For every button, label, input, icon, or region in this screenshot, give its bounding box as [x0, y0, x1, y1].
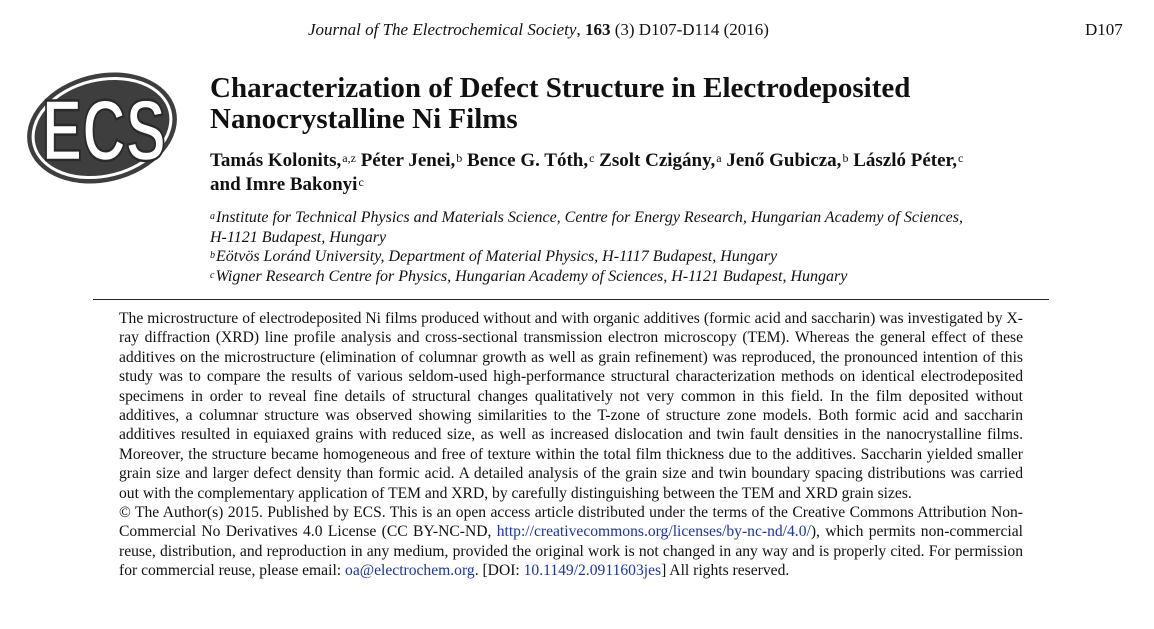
affiliations [210, 208, 1090, 286]
license-url-link[interactable]: http://creativecommons.org/licenses/by-nc-nd/4.0/ [496, 523, 811, 541]
journal-name: Journal of The Electrochemical Society [308, 20, 577, 39]
license-statement: © The Author(s) 2015. Published by ECS. This is an open access article distributed under the terms of the Creative Commons Attribution Non-Commercial No Derivatives 4.0 License (CC BY-NC-ND, http://creativecommons.org/licenses/by-nc-nd/4.0/), which permits non-commercial reuse, distribution, and reproduction in any medium, provided the original work is not changed in any way and is properly cited. For permission for commercial reuse, please email: oa@electrochem.org. [DOI: 10.1149/2.0911603jes] All rights reserved. [119, 504, 1023, 580]
author: Tamás Kolonits,$^{a,z}$ [210, 150, 356, 171]
page-number: D107 [1085, 20, 1123, 39]
journal-volume: 163 [584, 20, 611, 39]
email-link[interactable]: oa@electrochem.org [345, 562, 475, 580]
abstract-body: The microstructure of electrodeposited Ni films produced without and with organic additives (formic acid and saccharin) was investigated by X-ray diffraction (XRD) line profile analysis and cross-sectional transmission electron microscopy (TEM). Whereas the general effect of these additives on the microstructure (elimination of columnar growth as well as grain refinement) was reproduced, the pronounced intention of this study was to compare the results of various seldom-used high-performance structural characterization methods on identical electrodeposited specimens in order to reveal fine details of structural changes qualitatively not very common in this field. In the film deposited without additives, a columnar structure was observed showing similarities to the T-zone of structure zone models. Both formic acid and saccharin additives resulted in equiaxed grains with reduced size, as well as increased dislocation and twin fault densities in the nanocrystalline films. Moreover, the structure became homogeneous and free of texture within the total film thickness due to the additives. Saccharin yielded smaller grain size and larger defect density than formic acid. A detailed analysis of the grain size and twin boundary spacing distributions was carried out with the complementary application of TEM and XRD, by carefully distinguishing between the TEM and XRD grain sizes. [119, 310, 1023, 502]
author: Jenő Gubicza,$^b$ [726, 150, 849, 171]
ecs-logo-text: ECS [42, 83, 166, 179]
ecs-logo [22, 68, 186, 188]
running-head [308, 19, 769, 41]
author-list [210, 149, 1110, 197]
article-title: Characterization of Defect Structure in Electrodeposited Nanocrystalline Ni Films [210, 72, 911, 135]
doi-link[interactable]: 10.1149/2.0911603jes [523, 562, 662, 580]
author: and Imre Bakonyi$^c$ [210, 174, 364, 195]
abstract [119, 309, 1023, 581]
affiliation-b: $^b$Eötvös Loránd University, Department of Material Physics, H-1117 Budapest, Hungary [210, 248, 778, 266]
journal-issue-pages: (3) D107-D114 (2016) [610, 20, 769, 39]
author: Bence G. Tóth,$^c$ [467, 150, 595, 171]
journal-sep: , [576, 20, 585, 39]
author: László Péter,$^c$ [853, 150, 964, 171]
author: Péter Jenei,$^b$ [360, 150, 463, 171]
affiliation-c: $^c$Wigner Research Centre for Physics, Hungarian Academy of Sciences, H-1121 Budapest, Hungary [210, 267, 848, 285]
affiliation-a: $^a$Institute for Technical Physics and Materials Science, Centre for Energy Research, Hungarian Academy of Sciences, [210, 209, 963, 226]
author: Zsolt Czigány,$^a$ [599, 150, 722, 171]
divider-rule [93, 299, 1049, 300]
affiliation-a-cont: H-1121 Budapest, Hungary [210, 228, 387, 246]
